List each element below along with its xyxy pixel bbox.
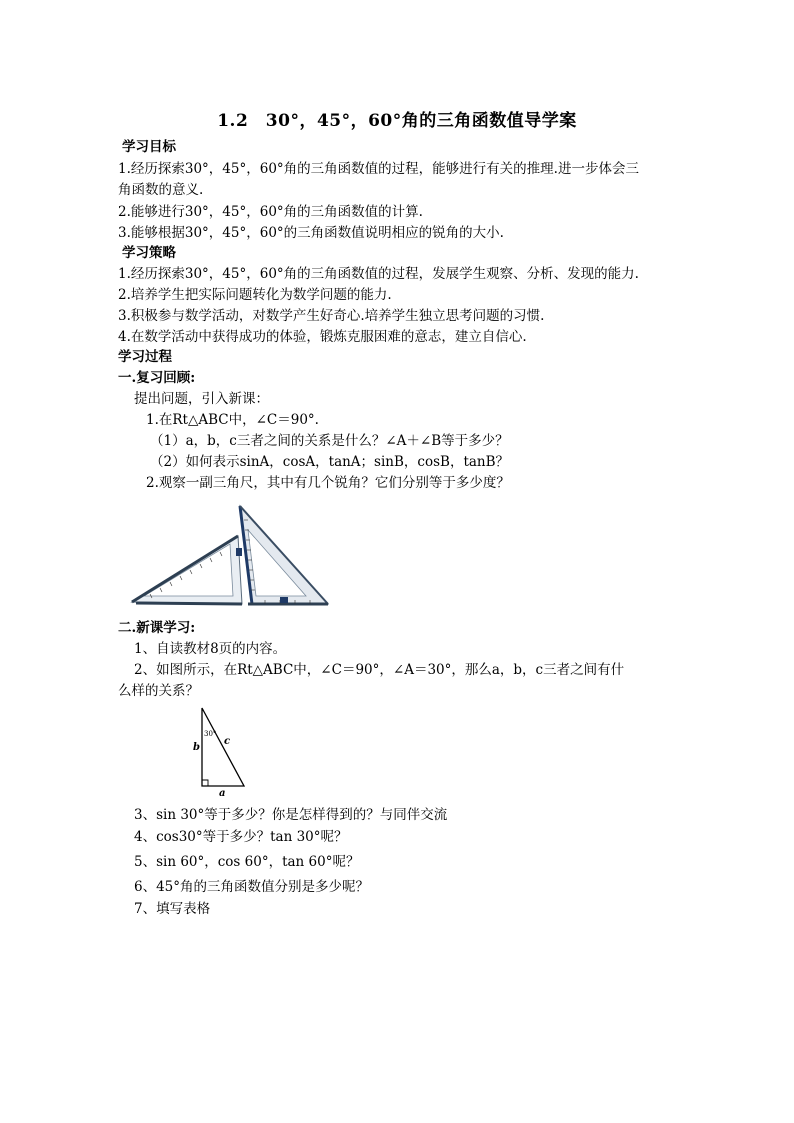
- review-intro: 提出问题，引入新课：: [134, 391, 269, 407]
- lesson-item: 4、cos30°等于多少？tan 30°呢？: [134, 829, 348, 845]
- lesson-item: 2、如图所示，在Rt△ABC中，∠C＝90°，∠A＝30°，那么a，b，c三者之间有什: [134, 662, 625, 678]
- review-question: 2.观察一副三角尺，其中有几个锐角？它们分别等于多少度？: [146, 475, 510, 491]
- objective-item: 1.经历探索30°，45°，60°角的三角函数值的过程，能够进行有关的推理.进一步体会三: [118, 161, 639, 177]
- lesson-item: 7、填写表格: [134, 901, 211, 917]
- objective-item: 2.能够进行30°，45°，60°角的三角函数值的计算.: [118, 204, 423, 220]
- side-b-label: b: [193, 742, 200, 753]
- review-subquestion: （2）如何表示sinA，cosA，tanA；sinB，cosB，tanB？: [150, 454, 510, 470]
- review-subquestion: （1）a，b，c三者之间的关系是什么？∠A＋∠B等于多少？: [150, 433, 509, 449]
- new-lesson-heading: 二.新课学习:: [118, 620, 196, 636]
- lesson-item: 6、45°角的三角函数值分别是多少呢？: [134, 879, 370, 895]
- set-square-photo: [130, 500, 332, 610]
- lesson-item: 3、sin 30°等于多少？你是怎样得到的？与同伴交流: [134, 807, 448, 823]
- strategy-item: 1.经历探索30°，45°，60°角的三角函数值的过程，发展学生观察、分析、发现的能力.: [118, 266, 639, 282]
- strategy-item: 3.积极参与数学活动，对数学产生好奇心.培养学生独立思考问题的习惯.: [118, 308, 545, 324]
- review-heading: 一.复习回顾:: [118, 370, 196, 386]
- lesson-item: 1、自读教材8页的内容。: [134, 641, 287, 657]
- side-a-label: a: [219, 788, 226, 796]
- strategy-item: 4.在数学活动中获得成功的体验，锻炼克服困难的意志，建立自信心.: [118, 329, 527, 345]
- process-heading: 学习过程: [118, 349, 172, 365]
- page-title: 1.2 30°，45°，60°角的三角函数值导学案: [217, 111, 577, 131]
- right-triangle-diagram: [190, 702, 252, 796]
- lesson-item: 5、sin 60°，cos 60°，tan 60°呢？: [134, 854, 360, 870]
- side-c-label: c: [224, 736, 231, 747]
- angle-label: 30°: [204, 730, 217, 738]
- objective-item: 3.能够根据30°，45°，60°的三角函数值说明相应的锐角的大小.: [118, 225, 504, 241]
- strategy-heading: 学习策略: [122, 245, 176, 261]
- review-question: 1.在Rt△ABC中，∠C＝90°.: [146, 412, 319, 428]
- lesson-item: 么样的关系？: [118, 683, 199, 699]
- objective-item: 角函数的意义.: [118, 182, 204, 198]
- strategy-item: 2.培养学生把实际问题转化为数学问题的能力.: [118, 287, 392, 303]
- objectives-heading: 学习目标: [122, 139, 176, 155]
